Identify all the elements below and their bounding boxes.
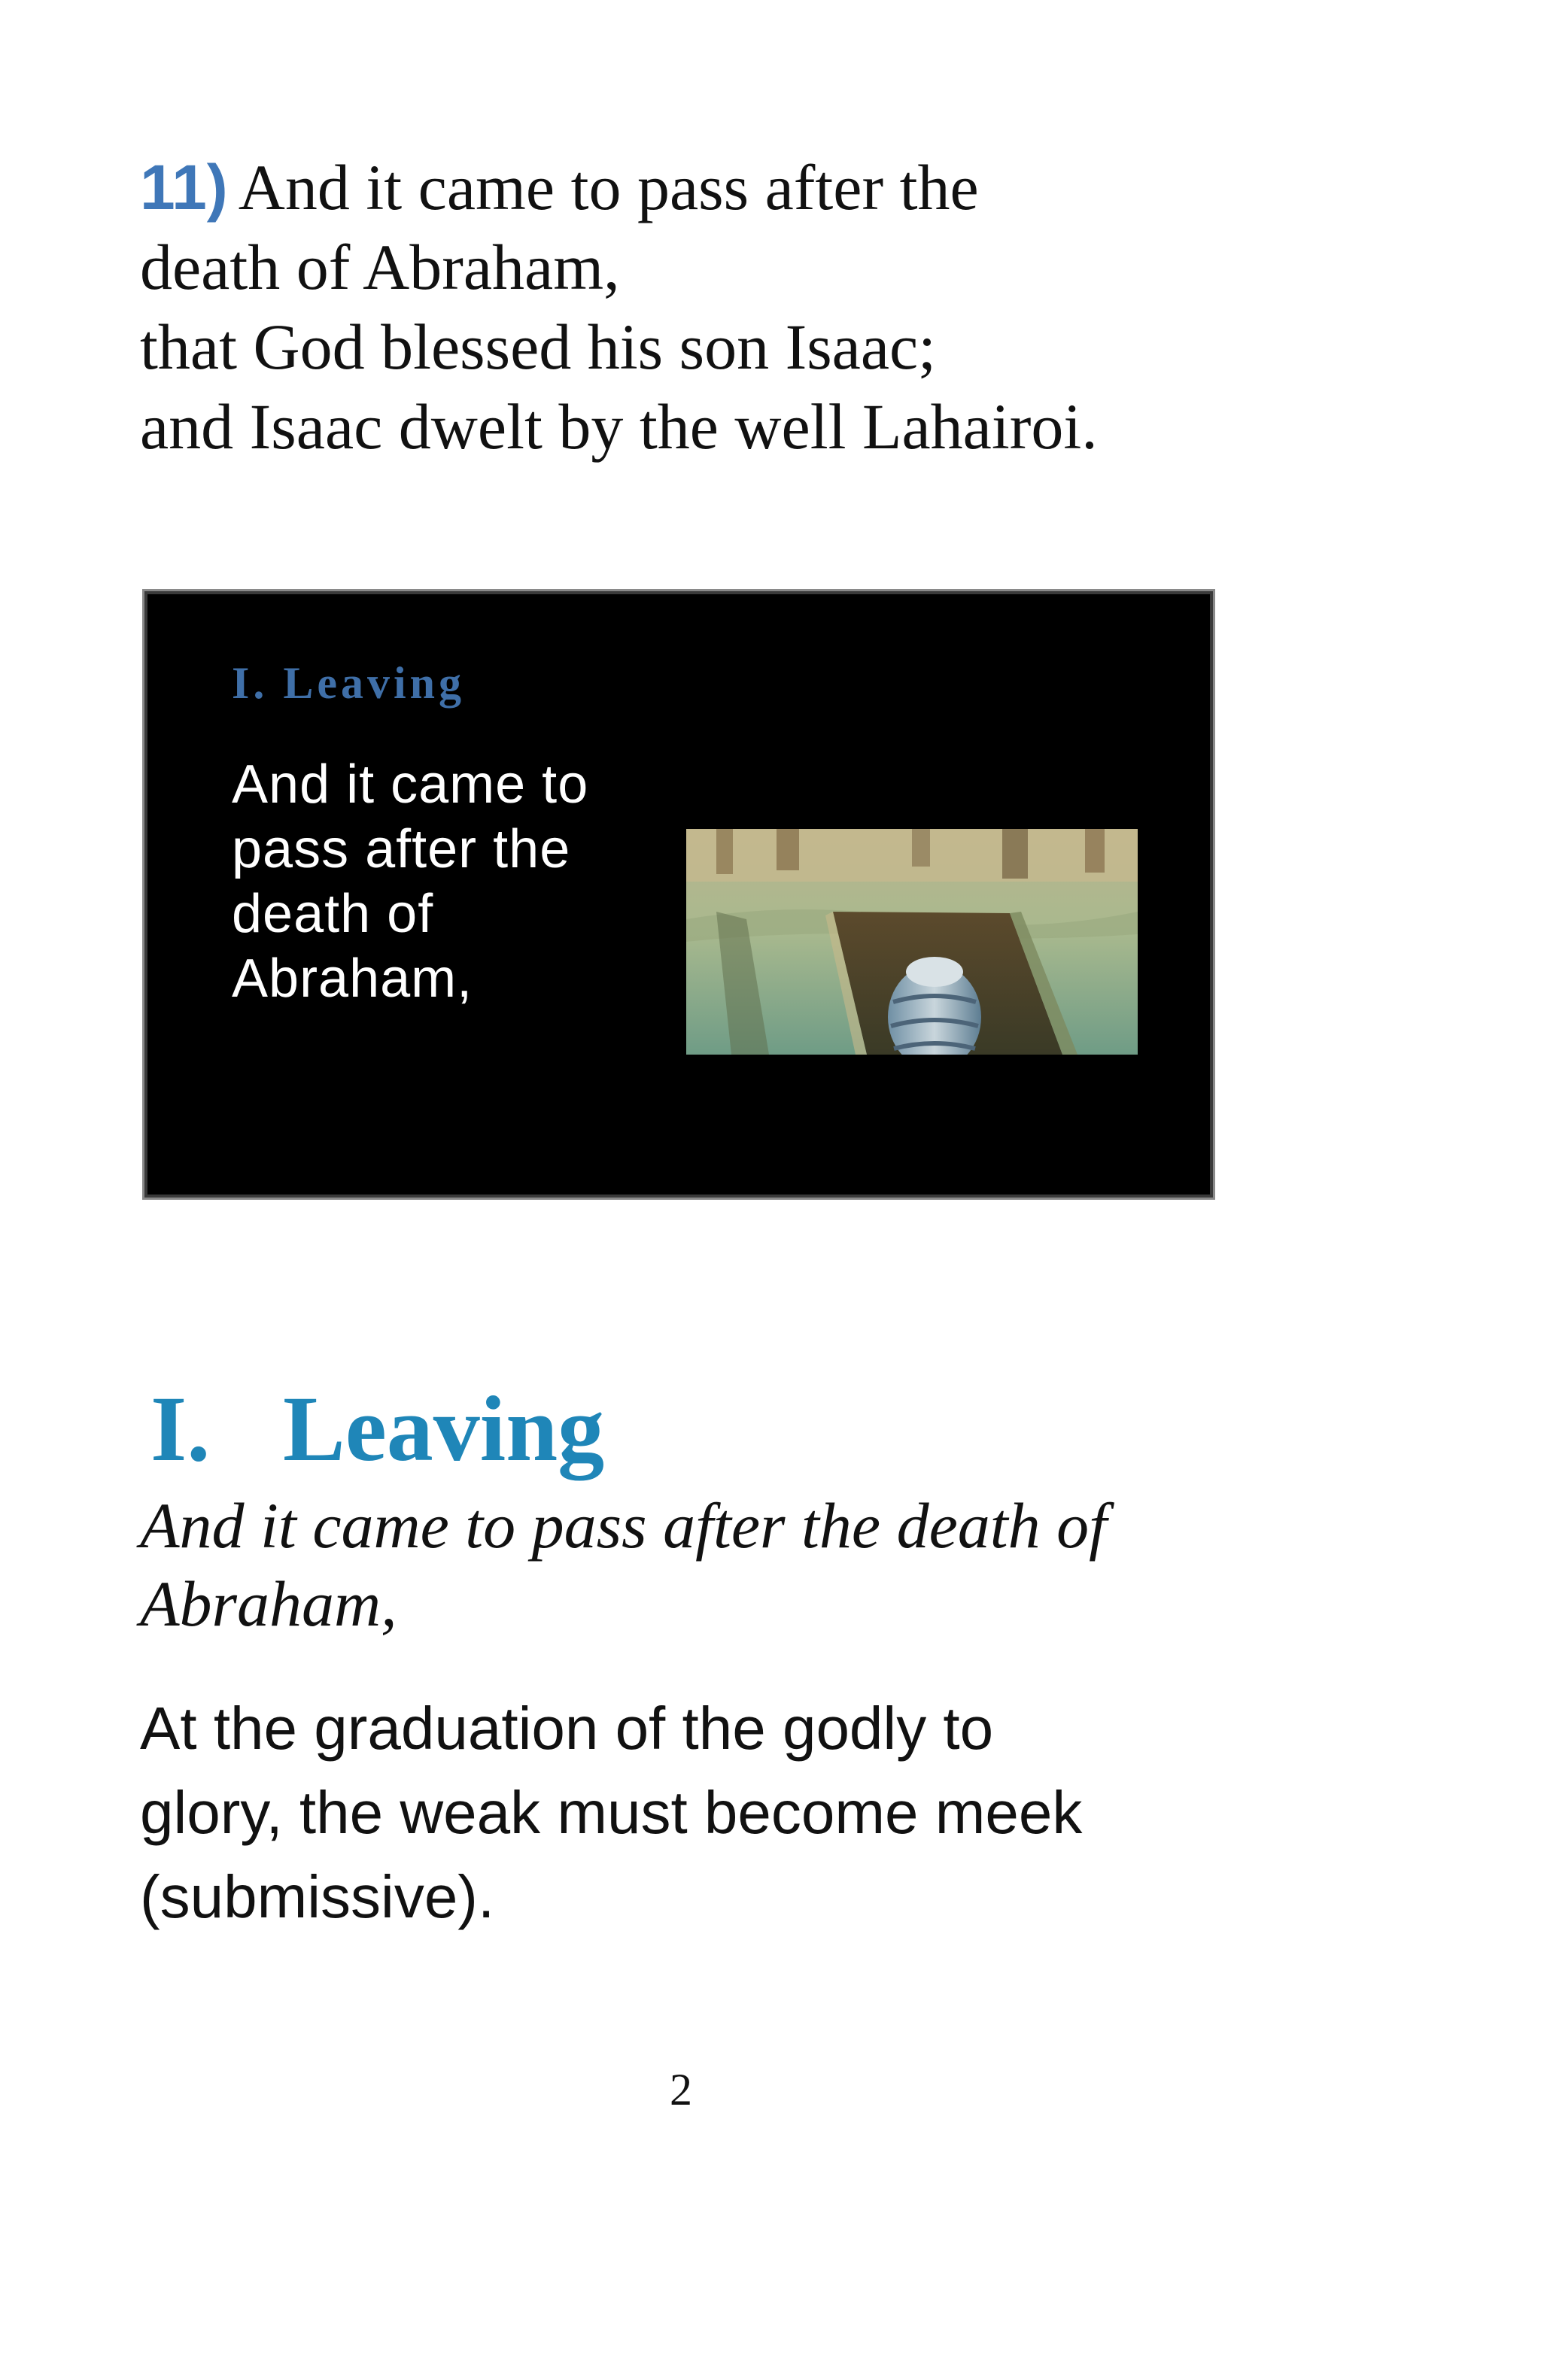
commentary-paragraph xyxy=(140,1686,1344,1939)
quote-line: And it came to pass after the death of xyxy=(140,1489,1108,1562)
verse-number: 11) xyxy=(140,152,228,223)
slide-text-line: pass after the xyxy=(232,819,571,879)
slide-heading: I. Leaving xyxy=(232,658,466,708)
scripture-quote xyxy=(140,1486,1314,1643)
verse-block xyxy=(140,147,1269,466)
verse-line: death of Abraham, xyxy=(140,231,620,303)
commentary-line: (submissive). xyxy=(140,1863,495,1930)
page-number: 2 xyxy=(670,2065,692,2114)
slide-image-frame xyxy=(144,591,1213,1198)
slide-text-line: And it came to xyxy=(232,754,589,815)
slide-text-line: death of xyxy=(232,884,434,944)
slide-text xyxy=(232,752,683,1011)
section-roman-numeral: I. xyxy=(150,1377,211,1480)
slide-text-line: Abraham, xyxy=(232,949,473,1009)
verse-line-text: And it came to pass after the xyxy=(238,151,979,223)
section-heading xyxy=(150,1377,604,1482)
verse-line: that God blessed his son Isaac; xyxy=(140,311,937,383)
verse-line: and Isaac dwelt by the well Lahairoi. xyxy=(140,390,1098,463)
commentary-line: glory, the weak must become meek xyxy=(140,1779,1083,1846)
verse-line xyxy=(140,147,1269,227)
section-title-text: Leaving xyxy=(283,1377,605,1480)
commentary-line: At the graduation of the godly to xyxy=(140,1695,994,1762)
burial-illustration xyxy=(686,829,1138,1055)
quote-line: Abraham, xyxy=(140,1568,397,1640)
